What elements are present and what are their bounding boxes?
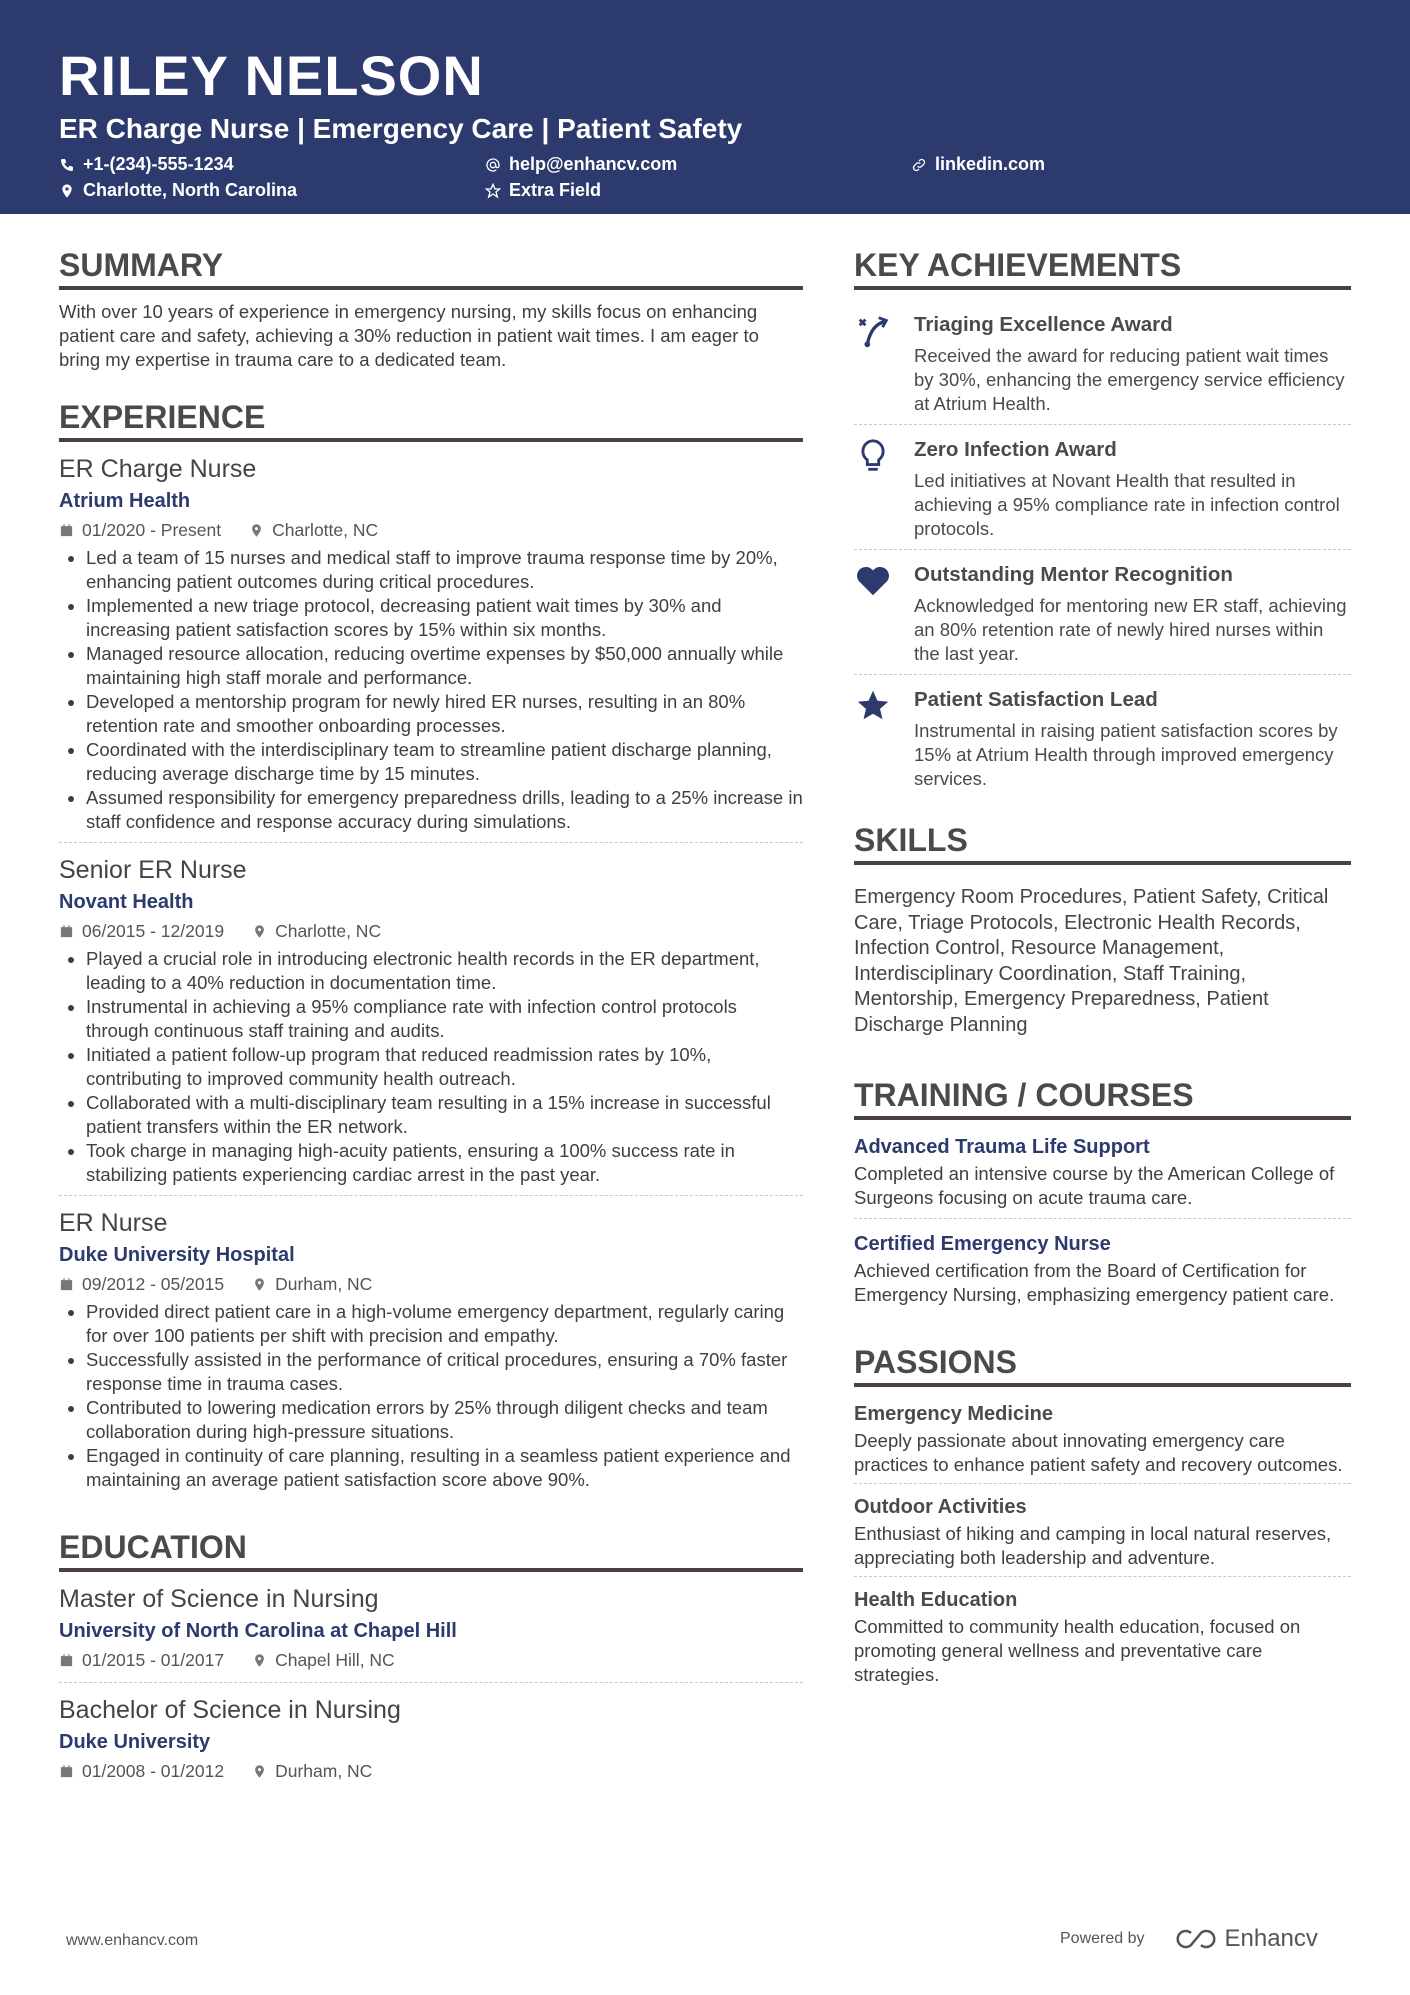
company-name: Atrium Health (59, 490, 191, 512)
left-column (59, 246, 803, 1803)
passion-desc: Enthusiast of hiking and camping in local natural reserves, appreciating both leadership and adventure. (854, 1523, 1332, 1568)
education-title: EDUCATION (59, 1528, 803, 1572)
course-desc: Achieved certification from the Board of Certification for Emergency Nursing, emphasizing emergency patient care. (854, 1260, 1335, 1305)
phone-icon (59, 157, 75, 173)
medical-route-icon (854, 312, 892, 350)
job-bullets (59, 546, 803, 834)
education-entry (59, 1582, 803, 1683)
job-entry (59, 1206, 803, 1500)
star-icon (854, 687, 892, 725)
job-location: Charlotte, NC (275, 921, 382, 941)
job-dates: 06/2015 - 12/2019 (82, 921, 225, 941)
education-entry (59, 1693, 803, 1793)
job-bullets (59, 1300, 803, 1492)
passion-item (854, 1397, 1351, 1484)
summary-section (59, 246, 803, 372)
bullet-item: • Managed resource allocation, reducing overtime expenses by $50,000 annually while maintaining high staff morale and performance. (86, 642, 803, 690)
job-title: ER Charge Nurse (59, 455, 257, 483)
summary-text: With over 10 years of experience in emergency nursing, my skills focus on enhancing patient care and safety, achieving a 30% reduction in patient wait times. I am eager to bring my expertise in trauma care to a dedicated team. (59, 301, 759, 370)
education-section (59, 1528, 803, 1793)
at-icon (485, 157, 501, 173)
link-icon (911, 157, 927, 173)
lightbulb-icon (854, 437, 892, 475)
website-text: linkedin.com (935, 154, 1046, 174)
job-location: Durham, NC (275, 1274, 373, 1294)
heart-icon (854, 562, 892, 600)
course-desc: Completed an intensive course by the American College of Surgeons focusing on acute trauma care. (854, 1163, 1335, 1208)
powered-by-label: Powered by (1060, 1930, 1145, 1947)
passions-title: PASSIONS (854, 1343, 1351, 1387)
experience-title: EXPERIENCE (59, 398, 803, 442)
bullet-item: • Contributed to lowering medication errors by 25% through diligent checks and team collaboration during high-pressure situations. (86, 1396, 803, 1444)
job-meta (59, 1270, 803, 1298)
education-meta (59, 1646, 803, 1674)
bullet-item: • Successfully assisted in the performance of critical procedures, ensuring a 70% faster response time in trauma cases. (86, 1348, 803, 1396)
location-text: Charlotte, North Carolina (83, 180, 298, 200)
education-meta (59, 1757, 803, 1785)
candidate-headline: ER Charge Nurse | Emergency Care | Patient Safety (59, 113, 743, 144)
location-pin-icon (59, 183, 75, 199)
job-title: Senior ER Nurse (59, 856, 247, 884)
contact-email[interactable] (485, 154, 677, 175)
job-dates: 09/2012 - 05/2015 (82, 1274, 225, 1294)
achievement-desc: Acknowledged for mentoring new ER staff, achieving an 80% retention rate of newly hired nurses within the last year. (914, 595, 1347, 664)
course-item (854, 1130, 1351, 1219)
enhancv-logo-icon (1171, 1927, 1217, 1951)
skills-list: Emergency Room Procedures, Patient Safety, Critical Care, Triage Protocols, Electronic Health Records, Infection Control, Resource Management, Interdisciplinary Coordination, Staff Training, Mentorship, Emergency Preparedness, Patient Discharge Planning (854, 886, 1329, 1036)
job-dates: 01/2020 - Present (82, 520, 222, 540)
job-entry (59, 853, 803, 1196)
contact-extra (485, 180, 601, 201)
extra-text: Extra Field (509, 180, 602, 200)
bullet-item: • Played a crucial role in introducing electronic health records in the ER department, leading to a 40% reduction in documentation time. (86, 947, 803, 995)
education-location: Chapel Hill, NC (275, 1650, 395, 1670)
footer-branding (1060, 1925, 1318, 1953)
passion-title: Emergency Medicine (854, 1403, 1053, 1425)
education-location: Durham, NC (275, 1761, 373, 1781)
achievement-title: Zero Infection Award (914, 438, 1117, 461)
bullet-item: • Developed a mentorship program for newly hired ER nurses, resulting in an 80% retention rate and smoother onboarding processes. (86, 690, 803, 738)
bullet-item: • Led a team of 15 nurses and medical staff to improve trauma response time by 20%, enhancing patient outcomes during critical procedures. (86, 546, 803, 594)
course-item (854, 1227, 1351, 1315)
resume-header (0, 0, 1410, 214)
degree-title: Bachelor of Science in Nursing (59, 1696, 401, 1724)
bullet-item: • Initiated a patient follow-up program that reduced readmission rates by 10%, contributing to improved community health outreach. (86, 1043, 803, 1091)
bullet-item: • Collaborated with a multi-disciplinary team resulting in a 15% increase in successful patient transfers within the ER network. (86, 1091, 803, 1139)
contact-phone[interactable] (59, 154, 234, 175)
education-dates: 01/2008 - 01/2012 (82, 1761, 225, 1781)
job-meta (59, 917, 803, 945)
passion-item (854, 1583, 1351, 1693)
calendar-icon (59, 1764, 74, 1779)
achievement-title: Outstanding Mentor Recognition (914, 563, 1233, 586)
enhancv-logo[interactable] (1171, 1925, 1318, 1953)
passion-title: Outdoor Activities (854, 1496, 1027, 1518)
experience-section (59, 398, 803, 1500)
right-column (854, 246, 1351, 1699)
location-pin-icon (249, 523, 264, 538)
degree-title: Master of Science in Nursing (59, 1585, 379, 1613)
email-text: help@enhancv.com (509, 154, 678, 174)
calendar-icon (59, 523, 74, 538)
calendar-icon (59, 924, 74, 939)
company-name: Novant Health (59, 891, 194, 913)
contact-location (59, 180, 297, 201)
achievement-title: Triaging Excellence Award (914, 313, 1173, 336)
achievement-item (854, 550, 1351, 675)
achievement-item (854, 300, 1351, 425)
passion-title: Health Education (854, 1589, 1018, 1611)
passions-section (854, 1343, 1351, 1693)
candidate-name: RILEY NELSON (59, 44, 484, 107)
job-entry (59, 452, 803, 843)
bullet-item: • Coordinated with the interdisciplinary team to streamline patient discharge planning, reducing average discharge time by 15 minutes. (86, 738, 803, 786)
course-title: Certified Emergency Nurse (854, 1233, 1111, 1255)
location-pin-icon (252, 1764, 267, 1779)
calendar-icon (59, 1653, 74, 1668)
achievement-desc: Instrumental in raising patient satisfaction scores by 15% at Atrium Health through improved emergency services. (914, 720, 1338, 789)
achievements-section (854, 246, 1351, 799)
training-title: TRAINING / COURSES (854, 1076, 1351, 1120)
achievement-item (854, 425, 1351, 550)
course-title: Advanced Trauma Life Support (854, 1136, 1150, 1158)
location-pin-icon (252, 924, 267, 939)
brand-name: Enhancv (1224, 1925, 1318, 1952)
job-bullets (59, 947, 803, 1187)
bullet-item: • Provided direct patient care in a high-volume emergency department, regularly caring for over 100 patients per shift with precision and empathy. (86, 1300, 803, 1348)
company-name: Duke University Hospital (59, 1244, 295, 1266)
passion-item (854, 1490, 1351, 1577)
achievement-item (854, 675, 1351, 799)
location-pin-icon (252, 1653, 267, 1668)
location-pin-icon (252, 1277, 267, 1292)
bullet-item: • Implemented a new triage protocol, decreasing patient wait times by 30% and increasing patient satisfaction scores by 15% within six months. (86, 594, 803, 642)
star-outline-icon (485, 183, 501, 199)
calendar-icon (59, 1277, 74, 1292)
job-meta (59, 516, 803, 544)
footer-website[interactable]: www.enhancv.com (66, 1932, 199, 1949)
contact-info (59, 154, 1410, 210)
job-location: Charlotte, NC (272, 520, 379, 540)
passion-desc: Deeply passionate about innovating emergency care practices to enhance patient safety and recovery outcomes. (854, 1430, 1343, 1475)
training-section (854, 1076, 1351, 1315)
bullet-item: • Engaged in continuity of care planning, resulting in a seamless patient experience and maintaining an average patient satisfaction score above 90%. (86, 1444, 803, 1492)
bullet-item: • Assumed responsibility for emergency preparedness drills, leading to a 25% increase in staff confidence and response accuracy during simulations. (86, 786, 803, 834)
phone-text: +1-(234)-555-1234 (83, 154, 234, 174)
skills-title: SKILLS (854, 821, 1351, 865)
summary-title: SUMMARY (59, 246, 803, 290)
skills-section (854, 821, 1351, 1038)
passion-desc: Committed to community health education, focused on promoting general wellness and preventative care strategies. (854, 1616, 1301, 1685)
contact-website[interactable] (911, 154, 1045, 175)
job-title: ER Nurse (59, 1209, 168, 1237)
achievement-title: Patient Satisfaction Lead (914, 688, 1158, 711)
achievement-desc: Received the award for reducing patient wait times by 30%, enhancing the emergency service efficiency at Atrium Health. (914, 345, 1345, 414)
achievement-desc: Led initiatives at Novant Health that resulted in achieving a 95% compliance rate in infection control protocols. (914, 470, 1340, 539)
school-name: Duke University (59, 1731, 211, 1753)
school-name: University of North Carolina at Chapel Hill (59, 1620, 457, 1642)
bullet-item: • Instrumental in achieving a 95% compliance rate with infection control protocols through continuous staff training and audits. (86, 995, 803, 1043)
education-dates: 01/2015 - 01/2017 (82, 1650, 225, 1670)
bullet-item: • Took charge in managing high-acuity patients, ensuring a 100% success rate in stabilizing patients experiencing cardiac arrest in the past year. (86, 1139, 803, 1187)
achievements-title: KEY ACHIEVEMENTS (854, 246, 1351, 290)
